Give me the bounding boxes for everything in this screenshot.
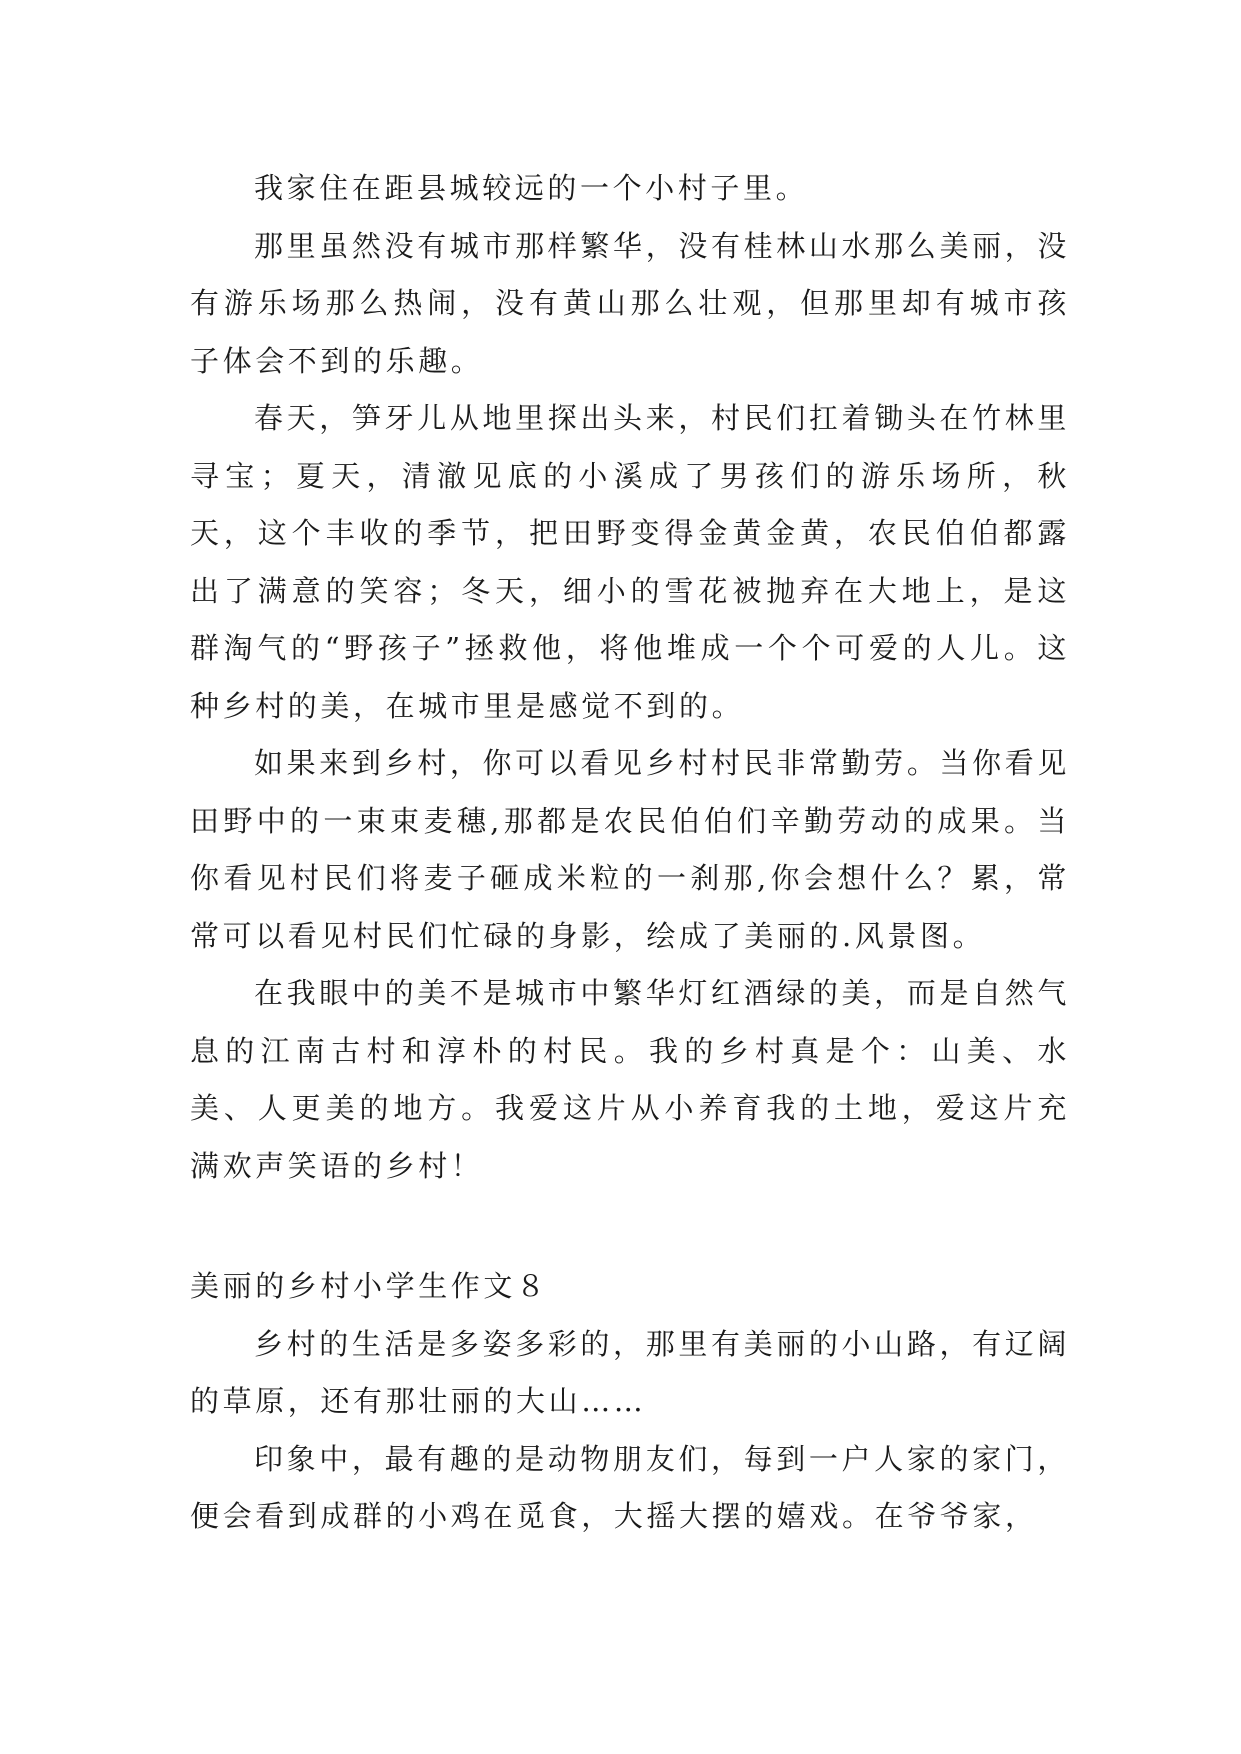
paragraph-5: 在我眼中的美不是城市中繁华灯红酒绿的美，而是自然气息的江南古村和淳朴的村民。我的乡村真是个：山美、水美、人更美的地方。我爱这片从小养育我的土地，爱这片充满欢声笑语的乡村！	[190, 976, 1070, 1183]
paragraph-4: 如果来到乡村，你可以看见乡村村民非常勤劳。当你看见田野中的一束束麦穗,那都是农民伯伯们辛勤劳动的成果。当你看见村民们将麦子砸成米粒的一刹那,你会想什么？累，常常可以看见村民们忙碌的身影，绘成了美丽的.风景图。	[190, 746, 1070, 953]
document-body	[190, 160, 1070, 1546]
paragraph-6: 乡村的生活是多姿多彩的，那里有美丽的小山路，有辽阔的草原，还有那壮丽的大山……	[190, 1326, 1070, 1418]
paragraph-2: 那里虽然没有城市那样繁华，没有桂林山水那么美丽，没有游乐场那么热闹，没有黄山那么壮观，但那里却有城市孩子体会不到的乐趣。	[190, 228, 1070, 378]
paragraph-3: 春天，笋牙儿从地里探出头来，村民们扛着锄头在竹林里寻宝；夏天，清澈见底的小溪成了男孩们的游乐场所，秋天，这个丰收的季节，把田野变得金黄金黄，农民伯伯都露出了满意的笑容；冬天，细小的雪花被抛弃在大地上，是这群淘气的“野孩子”拯救他，将他堆成一个个可爱的人儿。这种乡村的美，在城市里是感觉不到的。	[190, 401, 1070, 723]
paragraph-7: 印象中，最有趣的是动物朋友们，每到一户人家的家门，便会看到成群的小鸡在觅食，大摇大摆的嬉戏。在爷爷家，	[190, 1441, 1070, 1533]
section-title: 美丽的乡村小学生作文８	[190, 1269, 549, 1303]
paragraph-1: 我家住在距县城较远的一个小村子里。	[254, 171, 809, 205]
